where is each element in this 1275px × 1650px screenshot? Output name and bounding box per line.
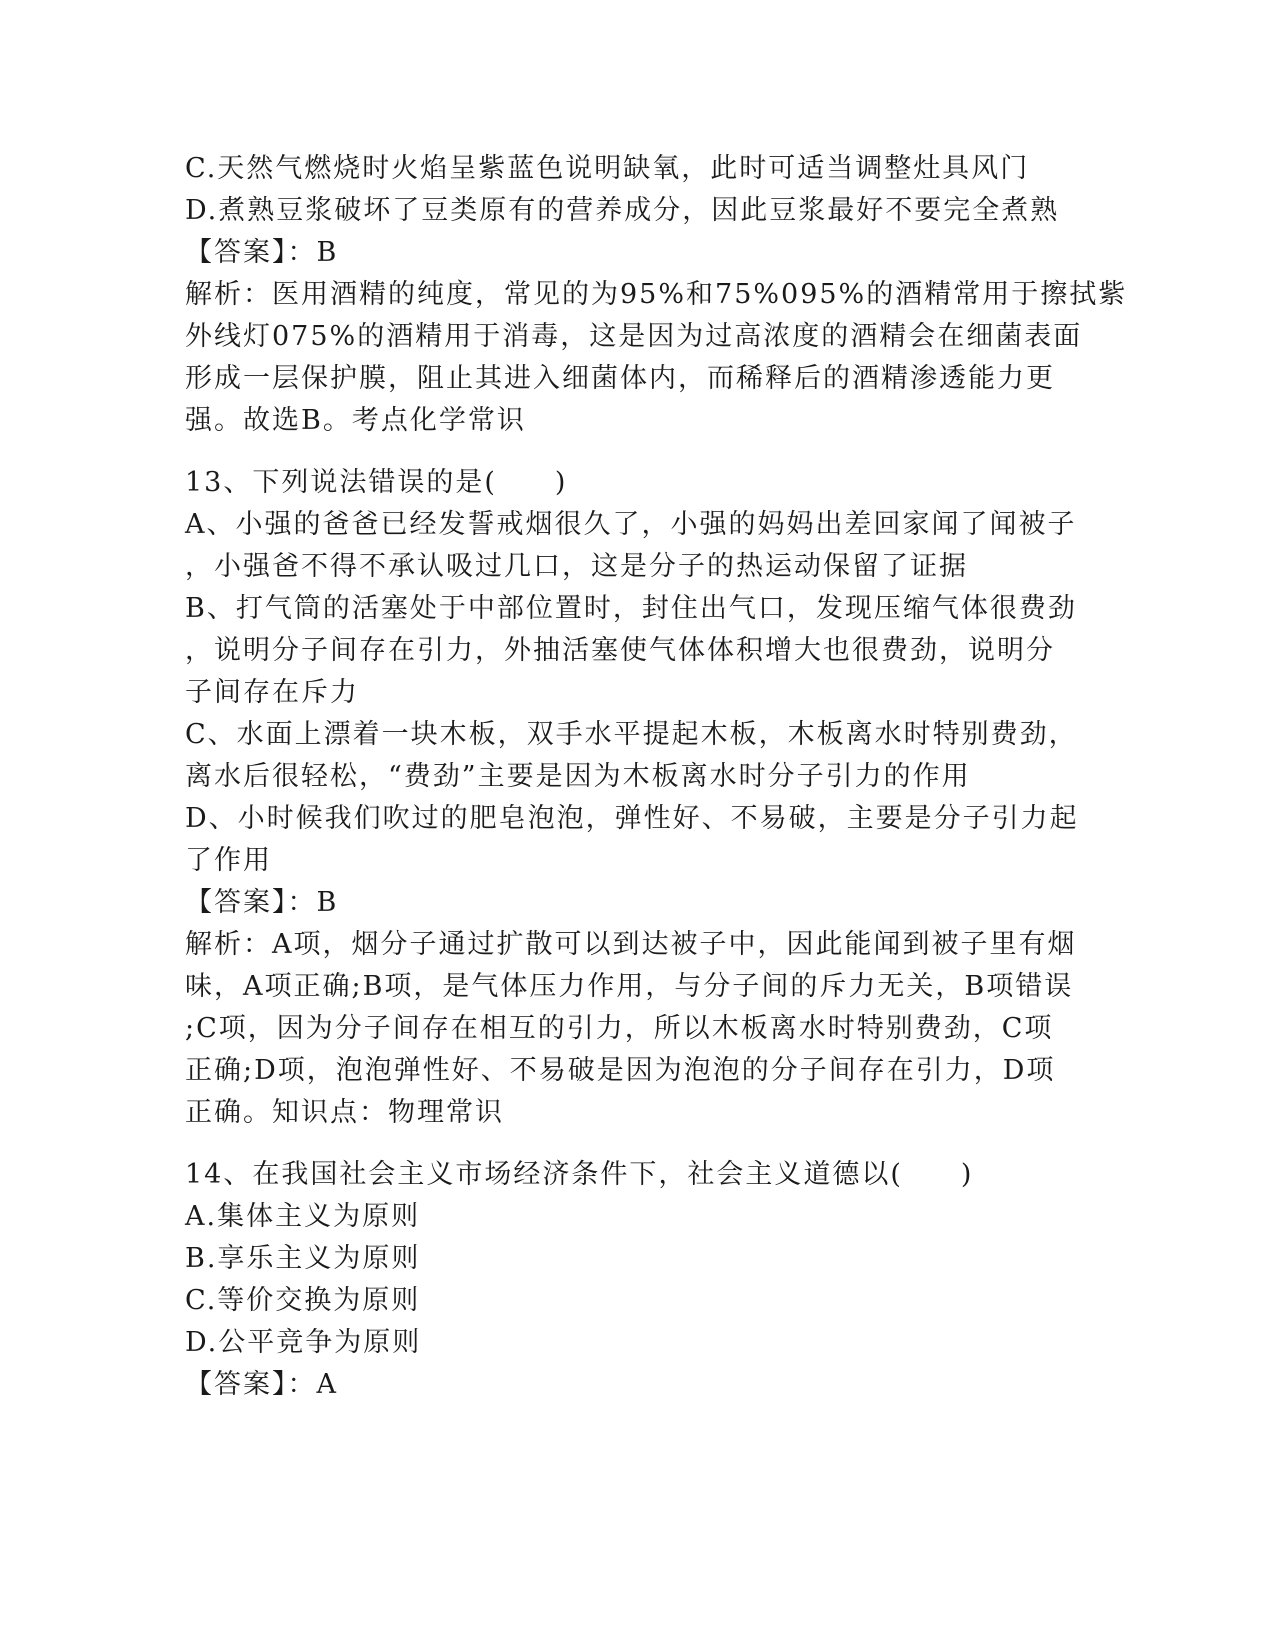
document-content	[185, 148, 1128, 1406]
option-a: A.集体主义为原则	[185, 1201, 421, 1232]
analysis-line: ;C项，因为分子间存在相互的引力，所以木板离水时特别费劲，C项	[185, 1013, 1054, 1044]
answer: 【答案】：A	[185, 1369, 338, 1400]
question-12-tail	[185, 148, 1128, 442]
answer: 【答案】：B	[185, 237, 339, 268]
option-d: 了作用	[185, 845, 272, 876]
analysis-line: 正确。知识点：物理常识	[185, 1097, 504, 1128]
option-d: D.公平竞争为原则	[185, 1327, 422, 1358]
question-14	[185, 1154, 1095, 1406]
analysis-line: 形成一层保护膜，阻止其进入细菌体内，而稀释后的酒精渗透能力更	[185, 363, 1055, 394]
analysis-line: 正确;D项，泡泡弹性好、不易破是因为泡泡的分子间存在引力，D项	[185, 1055, 1056, 1086]
analysis-line: 外线灯075%的酒精用于消毒，这是因为过高浓度的酒精会在细菌表面	[185, 321, 1083, 352]
option-d: D、小时候我们吹过的肥皂泡泡，弹性好、不易破，主要是分子引力起	[185, 803, 1079, 834]
option-b: B.享乐主义为原则	[185, 1243, 421, 1274]
option-d: D.煮熟豆浆破坏了豆类原有的营养成分，因此豆浆最好不要完全煮熟	[185, 195, 1060, 226]
option-b: ，说明分子间存在引力，外抽活塞使气体体积增大也很费劲，说明分	[185, 635, 1055, 666]
option-c: C.天然气燃烧时火焰呈紫蓝色说明缺氧，此时可适当调整灶具风门	[185, 153, 1030, 184]
option-a: A、小强的爸爸已经发誓戒烟很久了，小强的妈妈出差回家闻了闻被子	[185, 509, 1077, 540]
analysis-line: 味，A项正确;B项，是气体压力作用，与分子间的斥力无关，B项错误	[185, 971, 1074, 1002]
option-c: C、水面上漂着一块木板，双手水平提起木板，木板离水时特别费劲，	[185, 719, 1078, 750]
analysis-line: 强。故选B。考点化学常识	[185, 405, 526, 436]
question-13	[185, 462, 1095, 1134]
analysis-line: 解析：医用酒精的纯度，常见的为95%和75%095%的酒精常用于擦拭紫	[185, 279, 1128, 310]
option-c: C.等价交换为原则	[185, 1285, 421, 1316]
analysis-line: 解析：A项，烟分子通过扩散可以到达被子中，因此能闻到被子里有烟	[185, 929, 1077, 960]
question-stem: 13、下列说法错误的是( )	[185, 467, 568, 498]
option-a: ，小强爸不得不承认吸过几口，这是分子的热运动保留了证据	[185, 551, 968, 582]
option-b: B、打气筒的活塞处于中部位置时，封住出气口，发现压缩气体很费劲	[185, 593, 1077, 624]
option-b: 子间存在斥力	[185, 677, 359, 708]
option-c: 离水后很轻松，“费劲”主要是因为木板离水时分子引力的作用	[185, 761, 971, 792]
question-stem: 14、在我国社会主义市场经济条件下，社会主义道德以( )	[185, 1159, 974, 1190]
spacer	[185, 442, 1095, 462]
spacer	[185, 1134, 1095, 1154]
answer: 【答案】：B	[185, 887, 339, 918]
